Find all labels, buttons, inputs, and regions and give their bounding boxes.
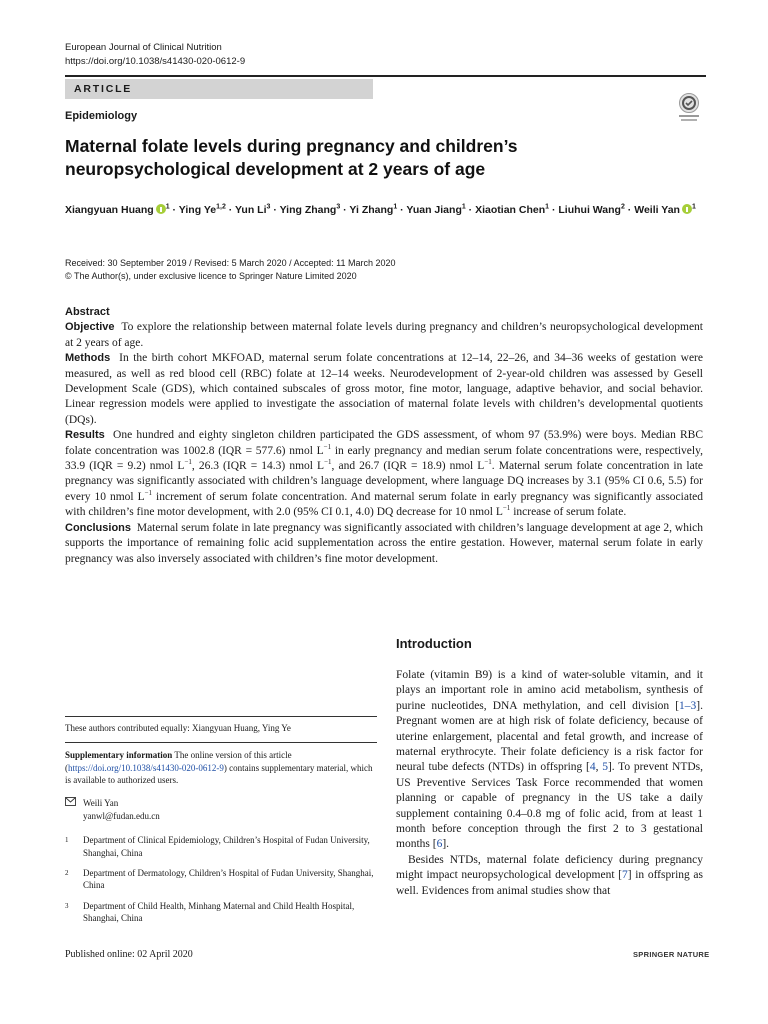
unit-exponent: −1 — [184, 458, 192, 467]
affiliation-number: 3 — [65, 901, 69, 910]
envelope-icon — [65, 797, 83, 822]
affiliation-item — [65, 900, 377, 925]
methods-label: Methods — [65, 352, 111, 365]
unit-exponent: −1 — [323, 442, 332, 451]
affiliation-marker: 2 — [620, 203, 625, 211]
orcid-icon[interactable] — [682, 204, 692, 214]
supplementary-text: ) contains supplementary material, which is available to authorized users. — [65, 762, 373, 786]
corresponding-email[interactable]: yanwl@fudan.edu.cn — [83, 810, 160, 821]
author-separator: · — [397, 204, 407, 216]
results-text: One hundred and eighty singleton children participated the GDS assessment, of whom 97 (53.9%) were boys. Median RBC folate concentration was 1002.8 (IQR = 577.6) nmol L — [65, 429, 704, 457]
affiliation-text: Department of Child Health, Minhang Maternal and Child Health Hospital, Shanghai, China — [83, 900, 355, 924]
citation-link[interactable]: 4 — [589, 761, 596, 774]
author-separator: · — [624, 204, 635, 216]
affiliation-list — [65, 834, 377, 924]
intro-text: ]. Pregnant women are at high risk of folate deficiency, because of uterine enlargement, placental and fetal growth, and increase of maternal erythrocyte. Their folate deficiency is a risk factor for neural tube defects (NTDs) in offspring [ — [396, 699, 703, 774]
corresponding-name: Weili Yan — [83, 798, 119, 809]
citation-link[interactable]: 5 — [602, 761, 608, 774]
header-rule — [65, 75, 706, 77]
unit-exponent: −1 — [484, 458, 492, 467]
abstract-results — [65, 428, 703, 520]
introduction-heading: Introduction — [396, 636, 472, 651]
article-type-bar: ARTICLE — [65, 79, 373, 99]
article-dates — [65, 257, 396, 283]
doi-link[interactable]: https://doi.org/10.1038/s41430-020-0612-9 — [65, 56, 246, 67]
objective-label: Objective — [65, 321, 115, 334]
author-separator: · — [340, 204, 350, 216]
author-list — [65, 202, 710, 219]
author-name[interactable]: Weili Yan — [634, 204, 680, 216]
results-text: . Maternal serum folate concentration in late pregnancy was significantly associated with children’s language development, where language DQ increases by 3.1 (95% CI 0.6, 5.5) for every 10 nmol L — [65, 460, 703, 503]
affiliation-marker: 1 — [461, 203, 466, 211]
intro-text: Besides NTDs, maternal folate deficiency during pregnancy might impact neuropsychological development [ — [396, 853, 703, 882]
citation-separator: , — [595, 761, 603, 774]
published-date: Published online: 02 April 2020 — [65, 949, 193, 960]
results-text: increase of serum folate. — [510, 506, 627, 519]
affiliation-marker: 3 — [336, 203, 341, 211]
abstract — [65, 305, 703, 567]
supplementary-label: Supplementary information — [65, 750, 173, 761]
footnote-rule — [65, 716, 377, 717]
results-label: Results — [65, 429, 105, 442]
corresponding-author — [65, 797, 377, 822]
results-text: , and 26.7 (IQR = 18.9) nmol L — [331, 460, 485, 473]
article-title: Maternal folate levels during pregnancy and children’s neuropsychological development at 2 years of age — [65, 136, 518, 179]
intro-text: ]. To prevent NTDs, US Preventive Services Task Force recommended that women planning or capable of pregnancy in the US take a daily supplement containing 0.4–0.8 mg of folic acid, from at least 1 month before conception through the first 2 to 3 gestational months [ — [396, 761, 704, 851]
citation-link[interactable]: 6 — [436, 838, 443, 851]
author-name[interactable]: Yuan Jiang — [406, 204, 462, 216]
footnote-rule — [65, 742, 377, 743]
author-separator: · — [270, 204, 280, 216]
affiliation-marker: 1 — [545, 203, 550, 211]
affiliation-number: 1 — [65, 836, 69, 845]
history-dates: Received: 30 September 2019 / Revised: 5 March 2020 / Accepted: 11 March 2020 — [65, 258, 396, 268]
affiliation-text: Department of Dermatology, Children’s Hospital of Fudan University, Shanghai, China — [83, 868, 374, 891]
author-separator: · — [549, 204, 559, 216]
abstract-heading: Abstract — [65, 306, 110, 318]
supplementary-link[interactable]: https://doi.org/10.1038/s41430-020-0612-9 — [68, 762, 224, 773]
footnotes — [65, 722, 377, 933]
supplementary-note — [65, 749, 377, 786]
objective-text: To explore the relationship between maternal folate levels during pregnancy and children’s neuropsychological development at 2 years of age. — [65, 321, 703, 349]
introduction-body — [396, 668, 703, 899]
intro-text: ] in offspring as well. Evidences from animal studies show that — [396, 869, 703, 897]
journal-header — [65, 41, 245, 69]
citation-link[interactable]: 7 — [622, 869, 628, 882]
methods-text: In the birth cohort MKFOAD, maternal serum folate concentrations at 12–14, 22–26, and 34–36 weeks of gestation were measured, as well as red blood cell (RBC) folate at 12–14 weeks. Neurodevelopment of 2-year-old children was assessed by Gesell Development Scale (GDS), which contained subscales of gross motor, fine motor, language, adaptive behavior, and social behavior. Linear regression models were applied to investigate the association of maternal folate levels with children’s developmental quotients (DQs). — [65, 352, 703, 426]
copyright-line: © The Author(s), under exclusive licence to Springer Nature Limited 2020 — [65, 271, 357, 281]
author-separator: · — [225, 204, 235, 216]
intro-paragraph — [396, 668, 703, 853]
abstract-objective — [65, 320, 703, 351]
supplementary-text: The online version of this article ( — [65, 750, 292, 773]
author-name[interactable]: Liuhui Wang — [558, 204, 621, 216]
author-separator: · — [169, 204, 179, 216]
intro-text: ]. — [442, 838, 450, 851]
check-for-updates-icon[interactable] — [676, 92, 702, 124]
affiliation-number: 2 — [65, 869, 69, 878]
affiliation-item — [65, 834, 377, 859]
author-separator: · — [465, 204, 476, 216]
journal-name: European Journal of Clinical Nutrition — [65, 42, 222, 53]
unit-exponent: −1 — [144, 489, 153, 498]
results-text: increment of serum folate concentration. And maternal serum folate in early pregnancy was significantly associated with children’s fine motor development, with 2.0 (95% CI 0.1, 4.0) DQ decrease for 10 nmol L — [65, 490, 703, 519]
affiliation-marker: 1 — [691, 203, 696, 211]
author-name[interactable]: Yi Zhang — [349, 204, 394, 216]
orcid-icon[interactable] — [156, 204, 166, 214]
abstract-methods — [65, 351, 703, 428]
publisher-logo: SPRINGER NATURE — [633, 950, 710, 959]
equal-contribution-note: These authors contributed equally: Xiangyuan Huang, Ying Ye — [65, 723, 291, 733]
author-name[interactable]: Xiangyuan Huang — [65, 204, 154, 216]
conclusions-label: Conclusions — [65, 521, 132, 534]
affiliation-item — [65, 867, 377, 892]
author-name[interactable]: Yun Li — [235, 204, 267, 216]
citation-link[interactable]: 1–3 — [679, 699, 697, 712]
intro-text: Folate (vitamin B9) is a kind of water-soluble vitamin, and it plays an important role in amino acid metabolism, synthesis of purine nucleotides, DNA methylation, and cell division [ — [396, 669, 703, 712]
unit-exponent: −1 — [324, 458, 332, 467]
article-category: Epidemiology — [65, 110, 138, 122]
results-text: , 26.3 (IQR = 14.3) nmol L — [191, 460, 325, 473]
results-text: in early pregnancy and median serum folate concentrations were, respectively, 33.9 (IQR = 9.2) nmol L — [65, 444, 703, 473]
affiliation-marker: 3 — [266, 203, 271, 211]
author-name[interactable]: Xiaotian Chen — [475, 204, 546, 216]
affiliation-marker: 1 — [165, 203, 170, 211]
affiliation-marker: 1,2 — [216, 203, 226, 211]
affiliation-text: Department of Clinical Epidemiology, Children’s Hospital of Fudan University, Shanghai, China — [83, 835, 370, 858]
abstract-conclusions — [65, 521, 703, 567]
affiliation-marker: 1 — [393, 203, 398, 211]
author-name[interactable]: Ying Ye — [178, 204, 217, 216]
author-name[interactable]: Ying Zhang — [279, 204, 337, 216]
intro-paragraph — [396, 853, 703, 899]
conclusions-text: Maternal serum folate in late pregnancy was significantly associated with children’s language development at age 2, which supports the importance of remaining folic acid supplementation across the entire gestation. However, maternal serum folate in early pregnancy was also inversely associated with children’s fine motor development. — [65, 521, 703, 565]
unit-exponent: −1 — [502, 504, 511, 513]
